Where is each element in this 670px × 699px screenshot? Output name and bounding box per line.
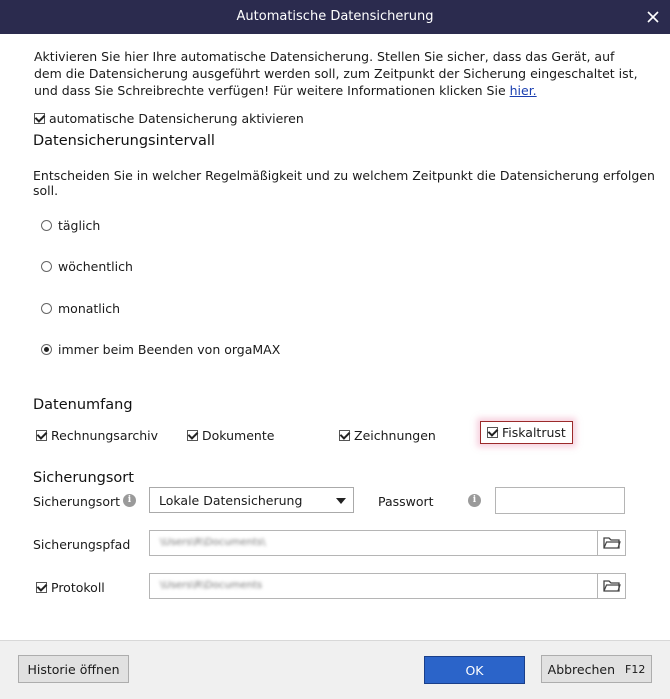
window-title: Automatische Datensicherung [236,9,434,24]
scope-heading: Datenumfang [33,397,133,413]
history-button[interactable] [18,655,129,683]
radio-weekly-button[interactable] [41,261,52,272]
more-info-link[interactable]: hier. [509,83,537,98]
close-button[interactable] [636,0,670,34]
invoice-archive-label: Rechnungsarchiv [51,428,159,443]
radio-monthly-button[interactable] [41,303,52,314]
interval-description: Entscheiden Sie in welcher Regelmäßigkeit und zu welchem Zeitpunkt die Datensicherung erfolgen soll. [33,168,655,198]
location-select[interactable] [149,487,354,513]
scope-documents[interactable] [187,428,274,443]
scope-invoice-archive[interactable] [36,428,158,443]
protocol-value: \Users\R\Documents [160,580,263,591]
password-info-icon[interactable]: i [468,494,481,507]
fiskaltrust-label: Fiskaltrust [502,425,566,440]
ok-button[interactable] [424,656,525,684]
path-input[interactable] [149,530,626,556]
activate-label: automatische Datensicherung aktivieren [49,111,304,126]
location-select-value: Lokale Datensicherung [159,493,303,508]
intro-paragraph: Aktivieren Sie hier Ihre automatische Datensicherung. Stellen Sie sicher, dass das Gerät, auf dem die Datensicherung ausgeführt werden soll, zum Zeitpunkt der Sicherung eingeschaltet ist, und dass Sie Schreibrechte verfügen! Für weitere Informationen klicken Sie [34,49,638,98]
history-button-label: Historie öffnen [27,661,120,677]
invoice-archive-checkbox[interactable] [36,430,47,441]
radio-daily-label: täglich [58,218,101,233]
radio-on-exit-button[interactable] [41,344,52,355]
intro-text [34,48,644,99]
path-label: Sicherungspfad [33,537,131,552]
dialog-footer [0,640,670,699]
radio-monthly-label: monatlich [58,301,121,316]
radio-weekly-label: wöchentlich [58,259,133,274]
protocol-toggle[interactable] [36,580,105,595]
radio-daily[interactable] [41,218,100,233]
protocol-label: Protokoll [51,580,105,595]
path-folder-button[interactable] [597,531,625,555]
radio-on-exit[interactable] [41,342,280,357]
documents-label: Dokumente [202,428,275,443]
radio-on-exit-label: immer beim Beenden von orgaMAX [58,342,281,357]
folder-icon [603,579,621,593]
cancel-button[interactable] [541,655,652,683]
close-icon [647,11,659,23]
protocol-checkbox[interactable] [36,582,47,593]
radio-weekly[interactable] [41,259,133,274]
drawings-label: Zeichnungen [354,428,436,443]
radio-monthly[interactable] [41,301,120,316]
activate-backup[interactable] [34,111,304,126]
info-icon[interactable]: i [123,494,136,507]
cancel-button-label: Abbrechen [547,661,616,677]
location-heading: Sicherungsort [33,470,134,486]
drawings-checkbox[interactable] [339,430,350,441]
path-value: \Users\R\Documents\ [160,537,266,548]
password-label: Passwort [378,494,434,509]
documents-checkbox[interactable] [187,430,198,441]
scope-drawings[interactable] [339,428,436,443]
password-input[interactable] [495,487,625,514]
title-bar [0,0,670,34]
protocol-input[interactable] [149,573,626,599]
fiskaltrust-checkbox[interactable] [487,427,498,438]
cancel-shortcut: F12 [625,662,646,676]
chevron-down-icon [336,498,346,504]
folder-icon [603,536,621,550]
activate-checkbox[interactable] [34,113,45,124]
ok-button-label: OK [465,662,484,678]
protocol-folder-button[interactable] [597,574,625,598]
scope-fiskaltrust[interactable] [480,421,573,444]
radio-daily-button[interactable] [41,220,52,231]
interval-heading: Datensicherungsintervall [33,133,215,149]
location-label: Sicherungsort [33,494,121,509]
